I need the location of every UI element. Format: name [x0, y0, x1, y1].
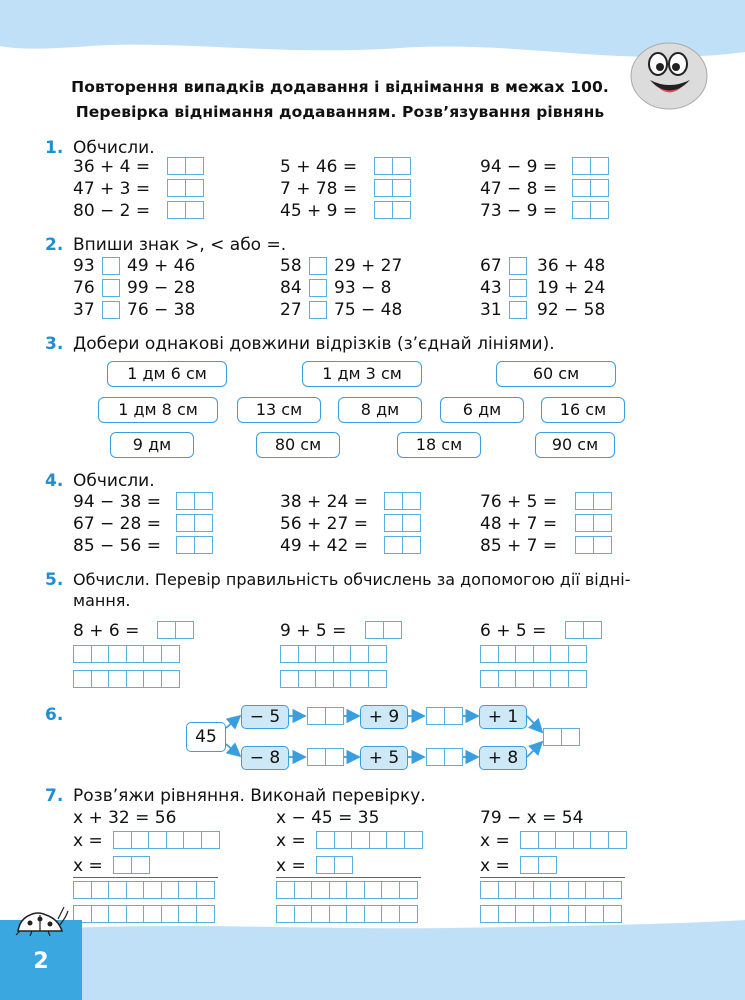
- task-number: 3.: [45, 334, 64, 354]
- task-number: 7.: [45, 786, 64, 806]
- compare-left: 27: [280, 300, 302, 320]
- expression: 56 + 27 =: [280, 514, 368, 534]
- length-card[interactable]: 13 см: [237, 397, 321, 423]
- task-number: 2.: [45, 235, 64, 255]
- compare-right: 75 − 48: [334, 300, 403, 320]
- chain-operation: − 8: [241, 746, 289, 770]
- length-card[interactable]: 90 см: [535, 432, 615, 458]
- length-card[interactable]: 1 дм 8 см: [98, 397, 218, 423]
- task-instruction: Впиши знак >, < або =.: [73, 235, 287, 255]
- compare-right: 49 + 46: [127, 256, 196, 276]
- length-card[interactable]: 1 дм 3 см: [302, 361, 422, 387]
- task-number: 6.: [45, 705, 64, 725]
- expression: 94 − 38 =: [73, 492, 161, 512]
- chain-operation: + 8: [479, 746, 527, 770]
- chain-result-cells[interactable]: [426, 748, 463, 766]
- expression: 7 + 78 =: [280, 179, 358, 199]
- task-number: 4.: [45, 471, 64, 491]
- expression: 6 + 5 =: [480, 621, 547, 641]
- length-card[interactable]: 9 дм: [110, 432, 194, 458]
- expression: 48 + 7 =: [480, 514, 558, 534]
- compare-left: 67: [480, 256, 502, 276]
- compare-left: 43: [480, 278, 502, 298]
- compare-right: 99 − 28: [127, 278, 196, 298]
- task-instruction: Обчисли. Перевір правильність обчислень за допомогою дії відні-: [73, 570, 631, 589]
- solution-cells[interactable]: [316, 856, 353, 874]
- page-number: 2: [0, 920, 82, 1000]
- compare-right: 93 − 8: [334, 278, 392, 298]
- divider-line: [480, 877, 625, 878]
- length-card[interactable]: 18 см: [397, 432, 481, 458]
- expression: 36 + 4 =: [73, 157, 151, 177]
- expression: 85 − 56 =: [73, 536, 161, 556]
- chain-result-cells[interactable]: [307, 748, 344, 766]
- expression: 94 − 9 =: [480, 157, 558, 177]
- task-instruction: Розв’яжи рівняння. Виконай перевірку.: [73, 786, 426, 806]
- page-title-line-2: Перевірка віднімання додаванням. Розв’язування рівнянь: [75, 103, 605, 121]
- chain-start-value: 45: [186, 722, 226, 752]
- expression: 47 + 3 =: [73, 179, 151, 199]
- chain-final-cells[interactable]: [543, 728, 580, 746]
- chain-operation: + 9: [360, 705, 408, 729]
- solution-cells[interactable]: [316, 831, 423, 849]
- task-instruction: Обчисли.: [73, 471, 155, 491]
- chain-result-cells[interactable]: [307, 707, 344, 725]
- solution-cells[interactable]: [520, 831, 627, 849]
- task-number: 5.: [45, 570, 64, 590]
- expression: 73 − 9 =: [480, 201, 558, 221]
- ladybug-icon: [12, 905, 70, 937]
- check-cells[interactable]: [480, 881, 622, 899]
- x-label: x =: [276, 831, 306, 851]
- expression: 5 + 46 =: [280, 157, 358, 177]
- compare-left: 84: [280, 278, 302, 298]
- expression: 47 − 8 =: [480, 179, 558, 199]
- compare-left: 31: [480, 300, 502, 320]
- equation: x − 45 = 35: [276, 808, 380, 828]
- x-label: x =: [73, 831, 103, 851]
- divider-line: [73, 877, 218, 878]
- check-cells[interactable]: [73, 881, 215, 899]
- task-instruction: Обчисли.: [73, 138, 155, 158]
- expression: 49 + 42 =: [280, 536, 368, 556]
- expression: 38 + 24 =: [280, 492, 368, 512]
- compare-right: 92 − 58: [537, 300, 606, 320]
- solution-cells[interactable]: [113, 856, 150, 874]
- chain-operation: + 5: [360, 746, 408, 770]
- length-card[interactable]: 16 см: [541, 397, 625, 423]
- compare-right: 29 + 27: [334, 256, 403, 276]
- length-card[interactable]: 1 дм 6 см: [107, 361, 227, 387]
- task-number: 1.: [45, 138, 64, 158]
- check-cells[interactable]: [276, 881, 418, 899]
- chain-result-cells[interactable]: [426, 707, 463, 725]
- compare-left: 93: [73, 256, 95, 276]
- solution-cells[interactable]: [113, 831, 220, 849]
- task-instruction: мання.: [73, 591, 131, 610]
- length-card[interactable]: 80 см: [256, 432, 340, 458]
- x-label: x =: [480, 856, 510, 876]
- expression: 9 + 5 =: [280, 621, 347, 641]
- x-label: x =: [276, 856, 306, 876]
- chain-operation: − 5: [241, 705, 289, 729]
- equation: x + 32 = 56: [73, 808, 177, 828]
- compare-right: 76 − 38: [127, 300, 196, 320]
- expression: 45 + 9 =: [280, 201, 358, 221]
- chain-operation: + 1: [479, 705, 527, 729]
- expression: 85 + 7 =: [480, 536, 558, 556]
- compare-right: 36 + 48: [537, 256, 606, 276]
- length-card[interactable]: 60 см: [496, 361, 616, 387]
- compare-left: 76: [73, 278, 95, 298]
- x-label: x =: [73, 856, 103, 876]
- expression: 76 + 5 =: [480, 492, 558, 512]
- expression: 8 + 6 =: [73, 621, 140, 641]
- solution-cells[interactable]: [520, 856, 557, 874]
- task-instruction: Добери однакові довжини відрізків (з’єднай лініями).: [73, 334, 555, 354]
- equation: 79 − x = 54: [480, 808, 584, 828]
- compare-left: 37: [73, 300, 95, 320]
- expression: 67 − 28 =: [73, 514, 161, 534]
- length-card[interactable]: 8 дм: [338, 397, 422, 423]
- bottom-wave-decoration: [0, 920, 745, 1000]
- divider-line: [276, 877, 421, 878]
- expression: 80 − 2 =: [73, 201, 151, 221]
- length-card[interactable]: 6 дм: [440, 397, 524, 423]
- compare-left: 58: [280, 256, 302, 276]
- x-label: x =: [480, 831, 510, 851]
- compare-right: 19 + 24: [537, 278, 606, 298]
- page-title-line-1: Повторення випадків додавання і віднімання в межах 100.: [71, 78, 609, 96]
